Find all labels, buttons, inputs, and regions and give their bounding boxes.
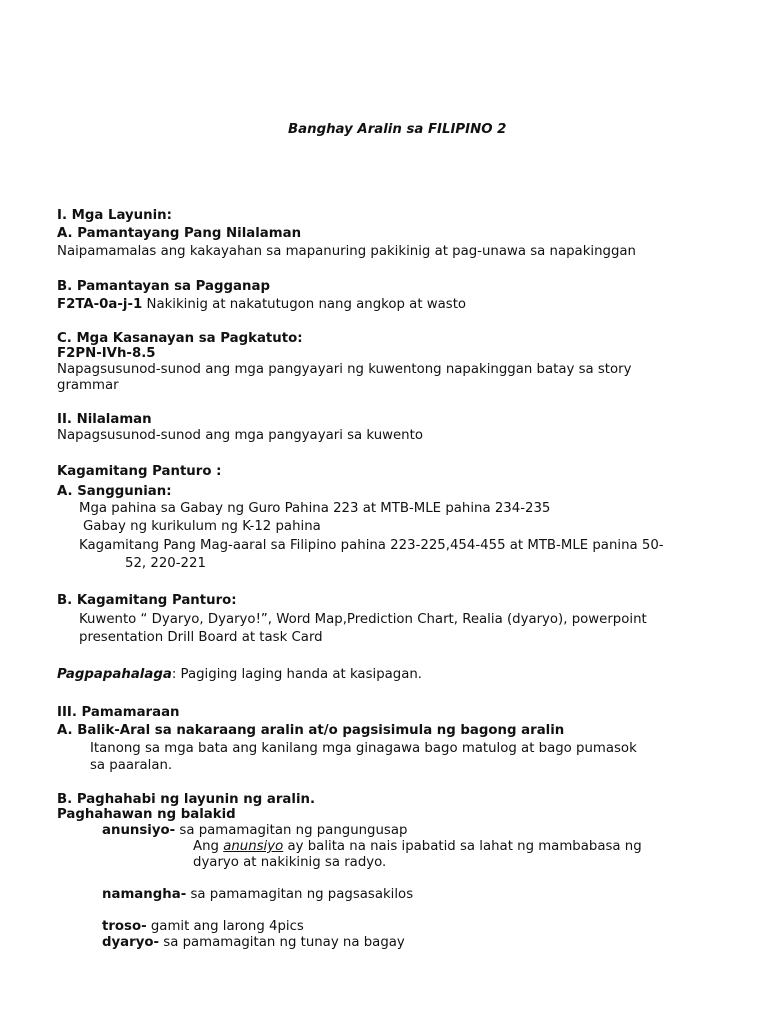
pagpapahalaga-label: Pagpapahalaga [57, 667, 172, 682]
sanggunian-line-2: Gabay ng kurikulum ng K-12 pahina [83, 519, 321, 534]
section-1c-text-2: grammar [57, 378, 119, 393]
section-2-text: Napagsusunod-sunod ang mga pangyayari sa kuwento [57, 428, 423, 443]
section-1c-text-1: Napagsusunod-sunod ang mga pangyayari ng kuwentong napakinggan batay sa story [57, 362, 632, 377]
section-3-heading: III. Pamamaraan [57, 705, 180, 720]
vocab-item-namangha [102, 887, 413, 903]
vocab-example-line-2: dyaryo at nakikinig sa radyo. [193, 855, 387, 870]
section-3a-line-1: Itanong sa mga bata ang kanilang mga ginagawa bago matulog at bago pumasok [90, 741, 637, 756]
vocab-item-dyaryo [102, 935, 405, 951]
pagpapahalaga-line [57, 667, 422, 683]
example-word: anunsiyo [223, 839, 284, 854]
example-suffix: ay balita na nais ipabatid sa lahat ng mambabasa ng [283, 839, 642, 854]
section-1c-heading: C. Mga Kasanayan sa Pagkatuto: [57, 331, 303, 346]
vocab-word: dyaryo- [102, 935, 160, 950]
vocab-word: namangha- [102, 887, 187, 902]
section-1b-text: Nakikinig at nakatutugon nang angkop at wasto [142, 297, 467, 312]
section-2-heading: II. Nilalaman [57, 412, 152, 427]
section-1a-heading: A. Pamantayang Pang Nilalaman [57, 226, 302, 241]
kagamitan-b-line-2: presentation Drill Board at task Card [79, 630, 323, 645]
section-1b-heading: B. Pamantayan sa Pagganap [57, 279, 270, 294]
vocab-word: troso- [102, 919, 147, 934]
sanggunian-line-4: 52, 220-221 [125, 556, 206, 571]
paghahawan-heading: Paghahawan ng balakid [57, 807, 236, 822]
section-3a-heading: A. Balik-Aral sa nakaraang aralin at/o pagsisimula ng bagong aralin [57, 723, 565, 738]
example-prefix: Ang [193, 839, 224, 854]
kagamitan-b-line-1: Kuwento “ Dyaryo, Dyaryo!”, Word Map,Prediction Chart, Realia (dyaryo), powerpoint [79, 612, 647, 627]
vocab-definition: sa pamamagitan ng tunay na bagay [159, 935, 405, 950]
section-1-heading: I. Mga Layunin: [57, 208, 172, 223]
vocab-item-anunsiyo [102, 823, 407, 839]
section-3a-line-2: sa paaralan. [90, 758, 173, 773]
vocab-word: anunsiyo- [102, 823, 176, 838]
kagamitan-b-heading: B. Kagamitang Panturo: [57, 593, 237, 608]
section-1b-line [57, 297, 466, 313]
sanggunian-line-1: Mga pahina sa Gabay ng Guro Pahina 223 at MTB-MLE pahina 234-235 [79, 501, 551, 516]
kagamitan-heading: Kagamitang Panturo : [57, 464, 222, 479]
section-3b-heading: B. Paghahabi ng layunin ng aralin. [57, 792, 316, 807]
section-1a-text: Naipamamalas ang kakayahan sa mapanuring pakikinig at pag-unawa sa napakinggan [57, 244, 636, 259]
vocab-definition: gamit ang larong 4pics [146, 919, 304, 934]
document-title: Banghay Aralin sa FILIPINO 2 [288, 122, 507, 137]
sanggunian-line-3: Kagamitang Pang Mag-aaral sa Filipino pahina 223-225,454-455 at MTB-MLE panina 50- [79, 538, 664, 553]
vocab-definition: sa pamamagitan ng pangungusap [175, 823, 408, 838]
vocab-example-line-1 [193, 839, 642, 855]
section-1c-code: F2PN-IVh-8.5 [57, 346, 156, 361]
sanggunian-heading: A. Sanggunian: [57, 484, 172, 499]
pagpapahalaga-text: : Pagiging laging handa at kasipagan. [171, 667, 423, 682]
section-1b-code: F2TA-0a-j-1 [57, 297, 143, 312]
vocab-definition: sa pamamagitan ng pagsasakilos [186, 887, 414, 902]
vocab-item-troso [102, 919, 304, 935]
